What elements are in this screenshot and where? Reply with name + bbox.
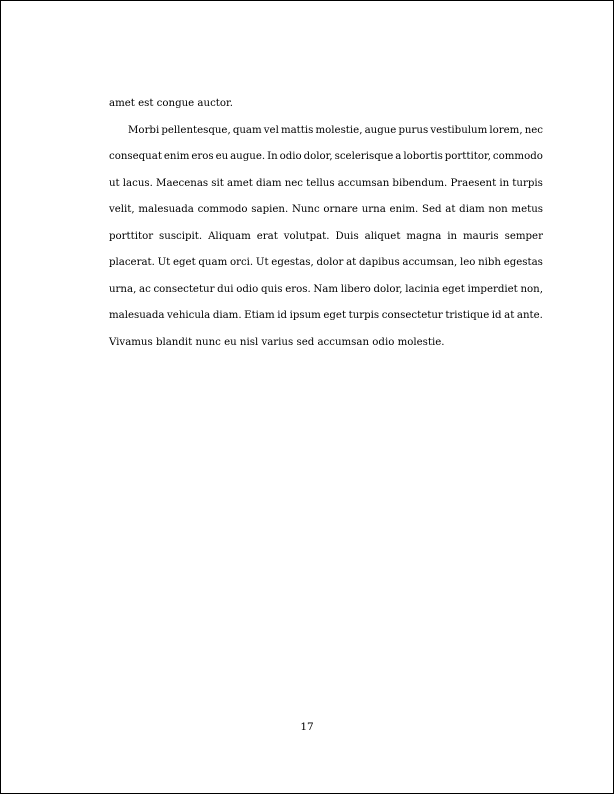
paragraph-line: Morbi pellentesque, quam vel mattis molestie, augue purus vestibulum lorem, nec bbox=[128, 124, 543, 136]
paragraph-line: placerat. Ut eget quam orci. Ut egestas, dolor at dapibus accumsan, leo nibh egestas bbox=[109, 257, 543, 268]
paragraph-line: malesuada vehicula diam. Etiam id ipsum eget turpis consectetur tristique id at ante. bbox=[109, 310, 543, 321]
paragraph-line: porttitor suscipit. Aliquam erat volutpat. Duis aliquet magna in mauris semper bbox=[109, 230, 543, 242]
carryover-line: amet est congue auctor. bbox=[109, 98, 233, 109]
paragraph-line: urna, ac consectetur dui odio quis eros. Nam libero dolor, lacinia eget imperdiet non, bbox=[109, 283, 543, 295]
page-number: 17 bbox=[300, 721, 314, 733]
paragraph-line: velit, malesuada commodo sapien. Nunc ornare urna enim. Sed at diam non metus bbox=[109, 204, 543, 215]
paragraph-line: consequat enim eros eu augue. In odio dolor, scelerisque a lobortis porttitor, commodo bbox=[109, 151, 543, 162]
body-text bbox=[109, 91, 543, 356]
paragraph-line: Vivamus blandit nunc eu nisl varius sed accumsan odio molestie. bbox=[109, 336, 445, 348]
paragraph-line: ut lacus. Maecenas sit amet diam nec tellus accumsan bibendum. Praesent in turpis bbox=[109, 177, 543, 189]
